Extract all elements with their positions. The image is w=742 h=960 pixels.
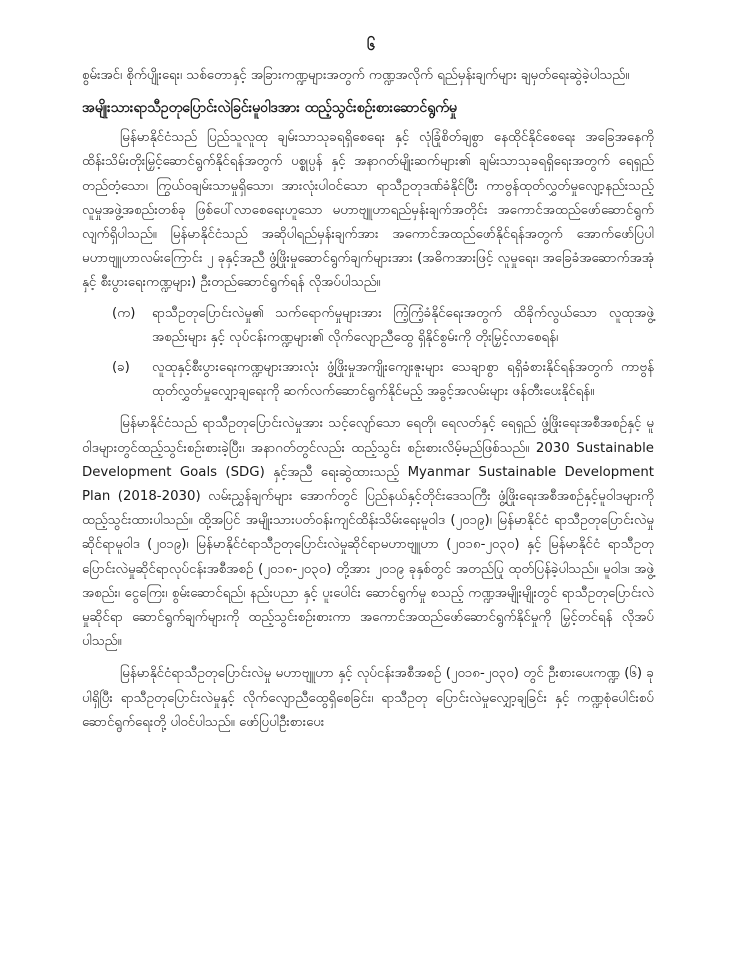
paragraph-3: မြန်မာနိုင်ငံရာသီဥတုပြောင်းလဲမှု မဟာဗျူဟာ နှင့် လုပ်ငန်းအစီအစဉ် (၂၀၁၈-၂၀၃၀) တွင် ဦးစားပေးကဏ္ဍ (၆) ခု ပါရှိပြီး ရာသီဥတုပြောင်းလဲမှုနှင့် လိုက်လျောညီထွေရှိစေခြင်း၊ ရာသီဥတု ပြောင်းလဲမှုလျှော့ချခြင်း နှင့် ကဏ္ဍစုံပေါင်းစပ်ဆောင်ရွက်ရေးတို့ ပါဝင်ပါသည်။ ဖော်ပြပါဦးစားပေး xyxy=(82,666,654,730)
list-item xyxy=(112,302,654,350)
section-heading: အမျိုးသားရာသီဥတုပြောင်းလဲခြင်းမူဝါဒအား ထည့်သွင်းစဉ်းစားဆောင်ရွက်မှု xyxy=(82,100,457,117)
list-marker: (ခ) xyxy=(112,360,130,376)
page-number: ၆ xyxy=(366,36,376,54)
document-body xyxy=(82,64,654,735)
list-marker: (က) xyxy=(112,305,136,321)
list-item xyxy=(112,356,654,404)
list-item-text: ရာသီဥတုပြောင်းလဲမှု၏ သက်ရောက်မှုများအား ကြံ့ကြံ့ခံနိုင်ရေးအတွက် ထိခိုက်လွယ်သော လူထုအဖွဲ့အစည်းများ နှင့် လုပ်ငန်းကဏ္ဍများ၏ လိုက်လျောညီထွေ ရှိနိုင်စွမ်းကို တိုးမြှင့်လာစေရန်၊ xyxy=(152,305,654,345)
intro-paragraph: စွမ်းအင်၊ စိုက်ပျိုးရေး၊ သစ်တောနှင့် အခြားကဏ္ဍများအတွက် ကဏ္ဍအလိုက် ရည်မှန်းချက်များ ချမှတ်ရေးဆွဲခဲ့ပါသည်။ xyxy=(82,68,630,83)
paragraph-2: မြန်မာနိုင်ငံသည် ရာသီဥတုပြောင်းလဲမှုအား သင့်လျော်သော ရေတို၊ ရေလတ်နှင့် ရေရှည် ဖွံ့ဖြိုးရေးအစီအစဉ်နှင့် မူဝါဒများတွင်ထည့်သွင်းစဉ်းစားခဲ့ပြီး၊ အနာဂတ်တွင်လည်း ထည့်သွင်း စဉ်းစားလိမ့်မည်ဖြစ်သည်။ 2030 Sustainable Development Goals (SDG) နှင့်အညီ ရေးဆွဲထားသည့် Myanmar Sustainable Development Plan (2018-2030) လမ်းညွှန်ချက်များ အောက်တွင် ပြည်နယ်နှင့်တိုင်းဒေသကြီး ဖွံ့ဖြိုးရေးအစီအစဉ်နှင့်မူဝါဒများကို ထည့်သွင်းထားပါသည်။ ထို့အပြင် အမျိုးသားပတ်ဝန်းကျင်ထိန်းသိမ်းရေးမူဝါဒ (၂၀၁၉)၊ မြန်မာနိုင်ငံ ရာသီဥတုပြောင်းလဲမှုဆိုင်ရာမူဝါဒ (၂၀၁၉)၊ မြန်မာနိုင်ငံရာသီဥတုပြောင်းလဲမှုဆိုင်ရာမဟာဗျူဟာ (၂၀၁၈-၂၀၃၀) နှင့် မြန်မာနိုင်ငံ ရာသီဥတု ပြောင်းလဲမှုဆိုင်ရာလုပ်ငန်းအစီအစဉ် (၂၀၁၈-၂၀၃၀) တို့အား ၂၀၁၉ ခုနှစ်တွင် အတည်ပြု ထုတ်ပြန်ခဲ့ပါသည်။ မူဝါဒ၊ အဖွဲ့အစည်း၊ ငွေကြေး၊ စွမ်းဆောင်ရည်၊ နည်းပညာ နှင့် ပူးပေါင်း ဆောင်ရွက်မှု စသည့် ကဏ္ဍအမျိုးမျိုးတွင် ရာသီဥတုပြောင်းလဲမှုဆိုင်ရာ ဆောင်ရွက်ချက်များကို ထည့်သွင်းစဉ်းစားကာ အကောင်အထည်ဖော်ဆောင်ရွက်နိုင်မှုကို မြှင့်တင်ရန် လိုအပ်ပါသည်။ xyxy=(82,416,654,650)
list-item-text: လူထုနှင့်စီးပွားရေးကဏ္ဍများအားလုံး ဖွံ့ဖြိုးမှုအကျိုးကျေးဇူးများ သေချာစွာ ရရှိခံစားနိုင်ရန်အတွက် ကာဗွန်ထုတ်လွှတ်မှုလျှော့ချရေးကို ဆက်လက်ဆောင်ရွက်နိုင်မည့် အခွင့်အလမ်းများ ဖန်တီးပေးနိုင်ရန်။ xyxy=(152,360,654,400)
paragraph-1: မြန်မာနိုင်ငံသည် ပြည်သူလူထု ချမ်းသာသုခရရှိစေရေး နှင့် လုံခြုံစိတ်ချစွာ နေထိုင်နိုင်စေရေး အခြေအနေကို ထိန်းသိမ်းတိုးမြှင့်ဆောင်ရွက်နိုင်ရန်အတွက် ပစ္စုပ္ပန် နှင့် အနာဂတ်မျိုးဆက်များ၏ ချမ်းသာသုခရရှိရေးအတွက် ရေရှည်တည်တံ့သော၊ ကြွယ်ဝချမ်းသာမှုရှိသော၊ အားလုံးပါဝင်သော ရာသီဥတုဒဏ်ခံနိုင်ပြီး ကာဗွန်ထုတ်လွှတ်မှုလျော့နည်းသည့် လူမှုအဖွဲ့အစည်းတစ်ခု ဖြစ်ပေါ်လာစေရေးဟူသော မဟာဗျူဟာရည်မှန်းချက်အတိုင်း အကောင်အထည်ဖော်ဆောင်ရွက်လျက်ရှိပါသည်။ မြန်မာနိုင်ငံသည် အဆိုပါရည်မှန်းချက်အား အကောင်အထည်ဖော်နိုင်ရန်အတွက် အောက်ဖော်ပြပါ မဟာဗျူဟာလမ်းကြောင်း ၂ ခုနှင့်အညီ ဖွံ့ဖြိုးမှုဆောင်ရွက်ချက်များအား (အဓိကအားဖြင့် လူမှုရေး၊ အခြေခံအဆောက်အအုံနှင့် စီးပွားရေးကဏ္ဍများ) ဦးတည်ဆောင်ရွက်ရန် လိုအပ်ပါသည်။ xyxy=(82,130,654,291)
